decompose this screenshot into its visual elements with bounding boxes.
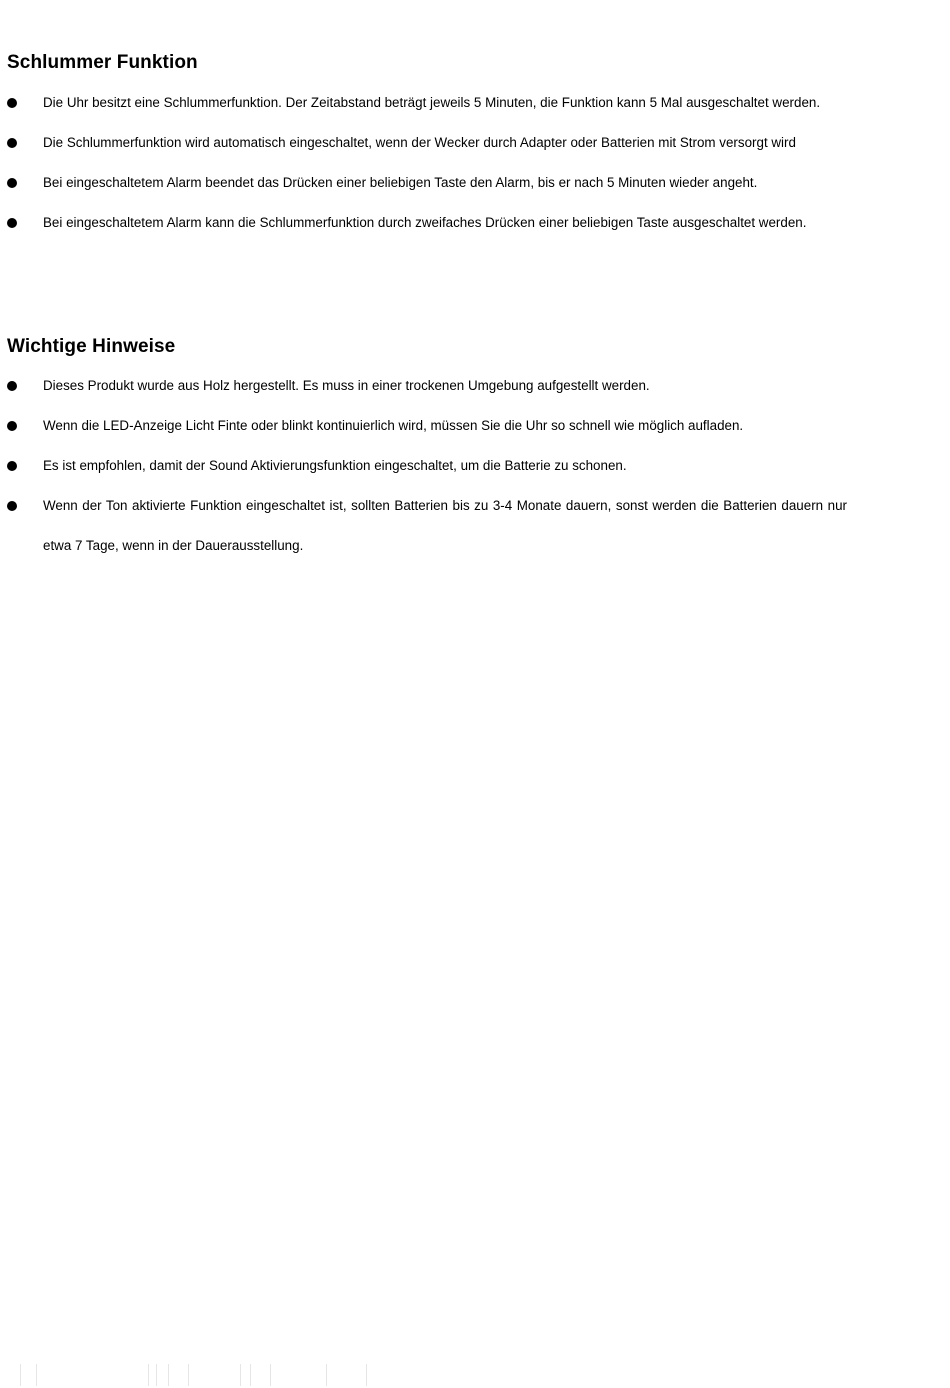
bullet-icon: [7, 98, 17, 108]
list-item-text: Die Schlummerfunktion wird automatisch eingeschaltet, wenn der Wecker durch Adapter oder Batterien mit Strom versorgt wird: [43, 135, 796, 150]
section-schlummer-funktion: [7, 49, 887, 243]
bullet-icon: [7, 218, 17, 228]
list-item-text: Wenn der Ton aktivierte Funktion eingeschaltet ist, sollten Batterien bis zu 3-4 Monate dauern, sonst werden die Batterien dauern nur etwa 7 Tage, wenn in der Dauerausstellung.: [43, 498, 847, 553]
list-item-text: Wenn die LED-Anzeige Licht Finte oder blinkt kontinuierlich wird, müssen Sie die Uhr so schnell wie möglich aufladen.: [43, 418, 744, 433]
bullet-icon: [7, 461, 17, 471]
bullet-list: [7, 83, 887, 243]
section-heading: Wichtige Hinweise: [7, 336, 176, 357]
bullet-icon: [7, 421, 17, 431]
list-item: [7, 123, 887, 163]
list-item-text: Dieses Produkt wurde aus Holz hergestellt. Es muss in einer trockenen Umgebung aufgestellt werden.: [43, 378, 650, 393]
bullet-icon: [7, 501, 17, 511]
list-item: [7, 203, 887, 243]
list-item-text: Es ist empfohlen, damit der Sound Aktivierungsfunktion eingeschaltet, um die Batterie zu schonen.: [43, 458, 627, 473]
section-heading: Schlummer Funktion: [7, 52, 198, 73]
list-item-text: Bei eingeschaltetem Alarm beendet das Drücken einer beliebigen Taste den Alarm, bis er nach 5 Minuten wieder angeht.: [43, 175, 758, 190]
list-item: [7, 446, 887, 486]
list-item: [7, 83, 887, 123]
bullet-icon: [7, 138, 17, 148]
bullet-icon: [7, 178, 17, 188]
list-item-text: Die Uhr besitzt eine Schlummerfunktion. Der Zeitabstand beträgt jeweils 5 Minuten, die Funktion kann 5 Mal ausgeschaltet werden.: [43, 95, 821, 110]
scan-artifact-marks: [18, 1362, 378, 1386]
bullet-icon: [7, 381, 17, 391]
bullet-list: [7, 366, 887, 566]
section-wichtige-hinweise: [7, 333, 887, 566]
list-item: [7, 406, 887, 446]
list-item-text: Bei eingeschaltetem Alarm kann die Schlummerfunktion durch zweifaches Drücken einer beliebigen Taste ausgeschaltet werden.: [43, 215, 807, 230]
list-item: [7, 366, 887, 406]
list-item: [7, 486, 887, 566]
list-item: [7, 163, 887, 203]
